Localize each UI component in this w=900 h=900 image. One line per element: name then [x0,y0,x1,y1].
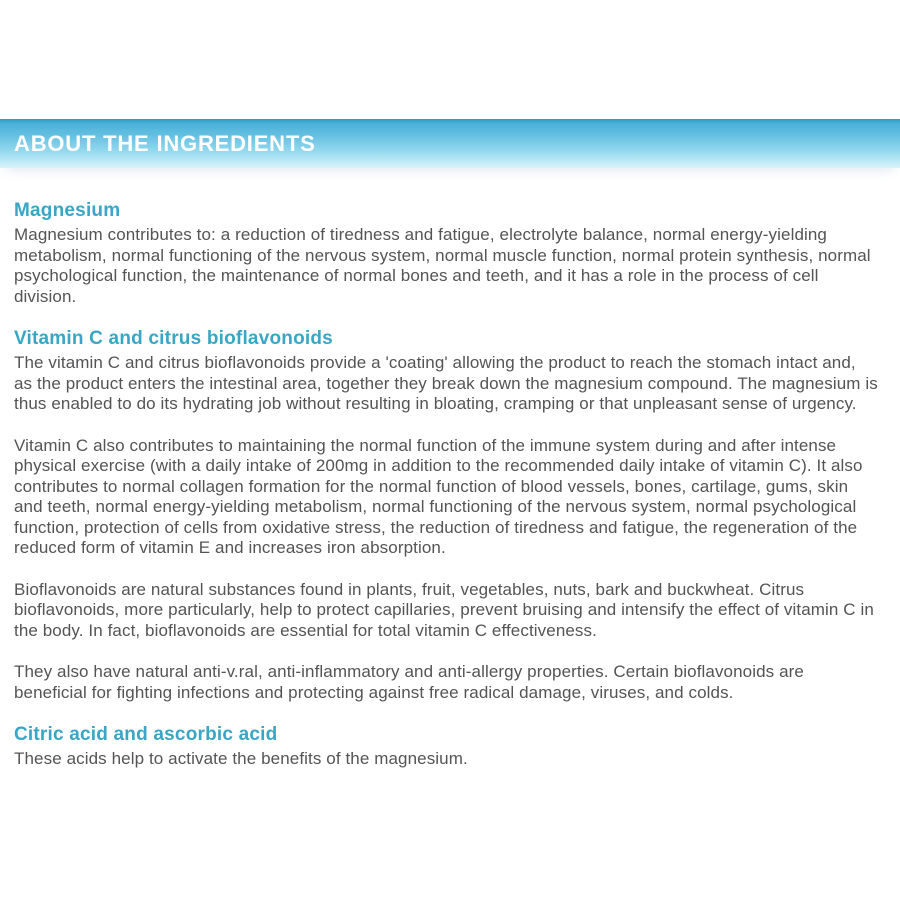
bioflavonoids-paragraph-properties: They also have natural anti-v.ral, anti-inflammatory and anti-allergy properties. Certain bioflavonoids are beneficial for fighting infections and protecting against free radical damage, viruses, and colds. [14,662,804,702]
content-area [14,168,878,791]
bioflavonoids-paragraph-sources: Bioflavonoids are natural substances found in plants, fruit, vegetables, nuts, bark and buckwheat. Citrus bioflavonoids, more particularly, help to protect capillaries, prevent bruising and intensify the effect of vitamin C in the body. In fact, bioflavonoids are essential for total vitamin C effectiveness. [14,579,874,640]
vitamin-c-paragraph-coating: The vitamin C and citrus bioflavonoids provide a 'coating' allowing the product to reach the stomach intact and, as the product enters the intestinal area, together they break down the magnesium compound. The magnesium is thus enabled to do its hydrating job without resulting in bloating, cramping or that unpleasant sense of urgency. [14,353,878,413]
section-heading-citric-ascorbic-acid: Citric acid and ascorbic acid [14,724,278,745]
banner-title: ABOUT THE INGREDIENTS [14,131,316,156]
section-heading-magnesium: Magnesium [14,200,121,221]
citric-acid-paragraph: These acids help to activate the benefits of the magnesium. [14,749,468,768]
vitamin-c-paragraph-immune: Vitamin C also contributes to maintaining the normal function of the immune system during and after intense physical exercise (with a daily intake of 200mg in addition to the recommended daily intake of vitamin C). It also contributes to normal collagen formation for the normal function of blood vessels, bones, cartilage, gums, skin and teeth, normal energy-yielding metabolism, normal functioning of the nervous system, normal psychological function, protection of cells from oxidative stress, the reduction of tiredness and fatigue, the regeneration of the reduced form of vitamin E and increases iron absorption. [14,435,863,557]
about-ingredients-banner [0,119,900,168]
magnesium-paragraph: Magnesium contributes to: a reduction of tiredness and fatigue, electrolyte balance, normal energy-yielding metabolism, normal functioning of the nervous system, normal muscle function, normal protein synthesis, normal psychological function, the maintenance of normal bones and teeth, and it has a role in the process of cell division. [14,225,871,306]
section-heading-vitamin-c-bioflavonoids: Vitamin C and citrus bioflavonoids [14,328,333,349]
